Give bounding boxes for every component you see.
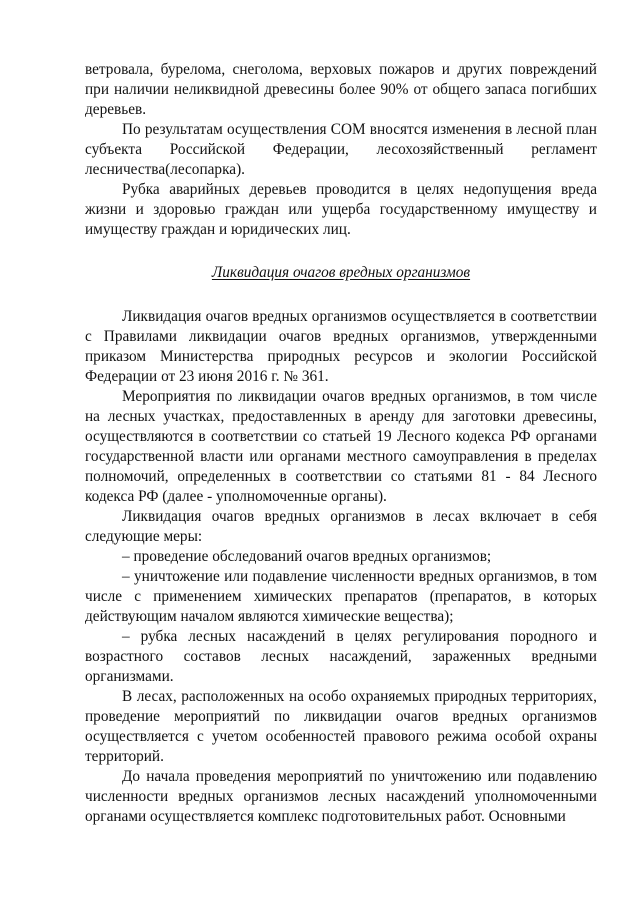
paragraph: Ликвидация очагов вредных организмов в лесах включает в себя следующие меры:	[85, 508, 597, 545]
paragraph: До начала проведения мероприятий по уничтожению или подавлению численности вредных организмов лесных насаждений уполномоченными органами осуществляется комплекс подготовительных работ. Основными	[85, 768, 597, 825]
list-item: – уничтожение или подавление численности вредных организмов, в том числе с применением химических препаратов (препаратов, в которых действующим началом являются химические вещества);	[85, 568, 597, 625]
paragraph: Ликвидация очагов вредных организмов осуществляется в соответствии с Правилами ликвидации очагов вредных организмов, утвержденными приказом Министерства природных ресурсов и экологии Российской Федерации от 23 июня 2016 г. № 361.	[85, 308, 597, 385]
paragraph: По результатам осуществления СОМ вносятся изменения в лесной план субъекта Российской Федерации, лесохозяйственный регламент лесничества(лесопарка).	[85, 121, 597, 178]
list-item: – проведение обследований очагов вредных организмов;	[122, 548, 492, 565]
list-item: – рубка лесных насаждений в целях регулирования породного и возрастного составов лесных насаждений, зараженных вредными организмами.	[85, 628, 597, 685]
paragraph: В лесах, расположенных на особо охраняемых природных территориях, проведение мероприятий по ликвидации очагов вредных организмов осуществляется с учетом особенностей правового режима особой охраны территорий.	[85, 688, 597, 765]
paragraph: Рубка аварийных деревьев проводится в целях недопущения вреда жизни и здоровью граждан или ущерба государственному имуществу и имуществу граждан и юридических лиц.	[85, 181, 597, 238]
section-heading: Ликвидация очагов вредных организмов	[211, 264, 471, 281]
paragraph: ветровала, бурелома, снеголома, верховых пожаров и других повреждений при наличии неликвидной древесины более 90% от общего запаса погибших деревьев.	[85, 61, 597, 118]
paragraph: Мероприятия по ликвидации очагов вредных организмов, в том числе на лесных участках, предоставленных в аренду для заготовки древесины, осуществляются в соответствии со статьей 19 Лесного кодекса РФ органами государственной власти или органами местного самоуправления в пределах полномочий, определенных в соответствии со статьями 81 - 84 Лесного кодекса РФ (далее - уполномоченные органы).	[85, 388, 597, 505]
